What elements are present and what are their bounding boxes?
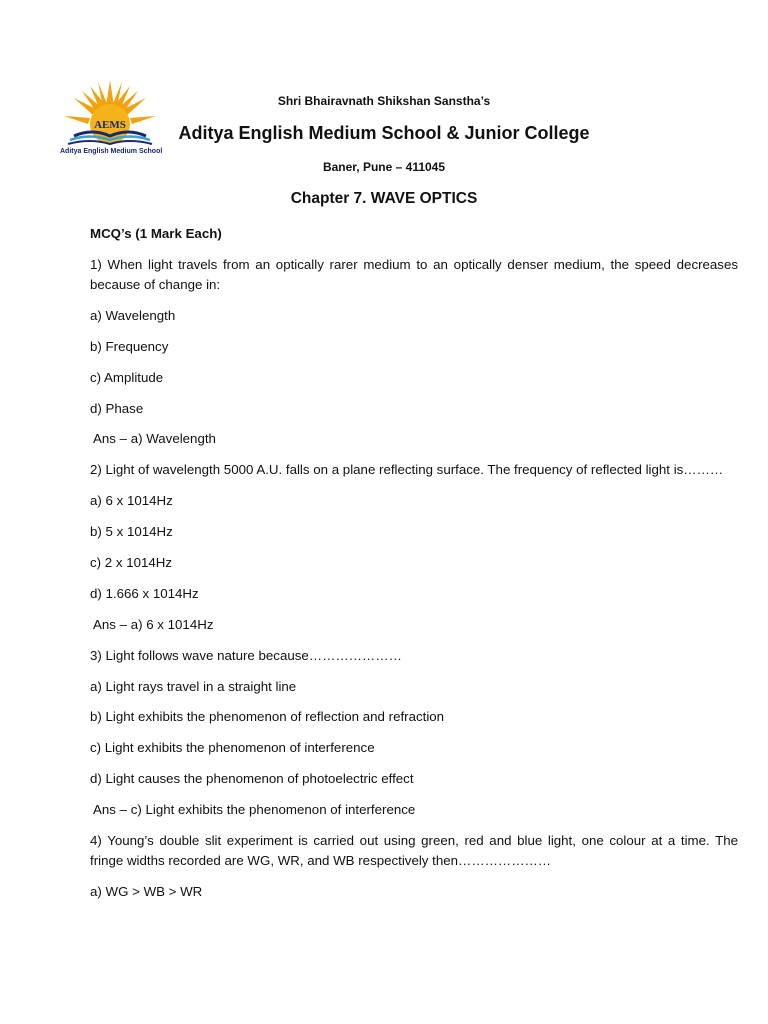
question-text: 4) Young’s double slit experiment is carried out using green, red and blue light, one colour at a time. The fringe widths recorded are WG, WR, and WB respectively then…………………: [90, 833, 738, 869]
section-title: MCQ’s (1 Mark Each): [90, 226, 222, 241]
option: b) 5 x 1014Hz: [90, 524, 173, 540]
option: c) 2 x 1014Hz: [90, 555, 173, 571]
option: c) Amplitude: [90, 369, 164, 385]
answer: Ans – a) 6 x 1014Hz: [93, 616, 214, 632]
option: a) Wavelength: [90, 307, 176, 323]
question-text: 1) When light travels from an optically rarer medium to an optically denser medium, the speed decreases because of change in:: [90, 257, 738, 292]
question-text: 2) Light of wavelength 5000 A.U. falls on a plane reflecting surface. The frequency of reflected light is………: [90, 462, 724, 478]
school-address: Baner, Pune – 411045: [322, 160, 446, 174]
option: d) 1.666 x 1014Hz: [90, 585, 199, 601]
option: c) Light exhibits the phenomenon of interference: [90, 740, 375, 756]
answer: Ans – c) Light exhibits the phenomenon of interference: [93, 802, 416, 818]
option: d) Light causes the phenomenon of photoelectric effect: [90, 771, 414, 787]
option: a) WG > WB > WR: [90, 883, 203, 899]
school-name: Aditya English Medium School & Junior College: [178, 123, 590, 143]
option: a) 6 x 1014Hz: [90, 493, 173, 509]
logo-letters: AEMS: [94, 119, 126, 131]
answer: Ans – a) Wavelength: [93, 431, 216, 447]
logo-caption: Aditya English Medium School: [60, 148, 163, 155]
option: b) Frequency: [90, 338, 169, 354]
mcq-content: [90, 224, 738, 913]
question-text: 3) Light follows wave nature because…………………: [90, 647, 402, 663]
option: a) Light rays travel in a straight line: [90, 678, 297, 694]
chapter-title: Chapter 7. WAVE OPTICS: [290, 190, 478, 207]
trust-name: Shri Bhairavnath Shikshan Sanstha’s: [277, 94, 491, 108]
option: d) Phase: [90, 400, 144, 416]
option: b) Light exhibits the phenomenon of reflection and refraction: [90, 709, 445, 725]
